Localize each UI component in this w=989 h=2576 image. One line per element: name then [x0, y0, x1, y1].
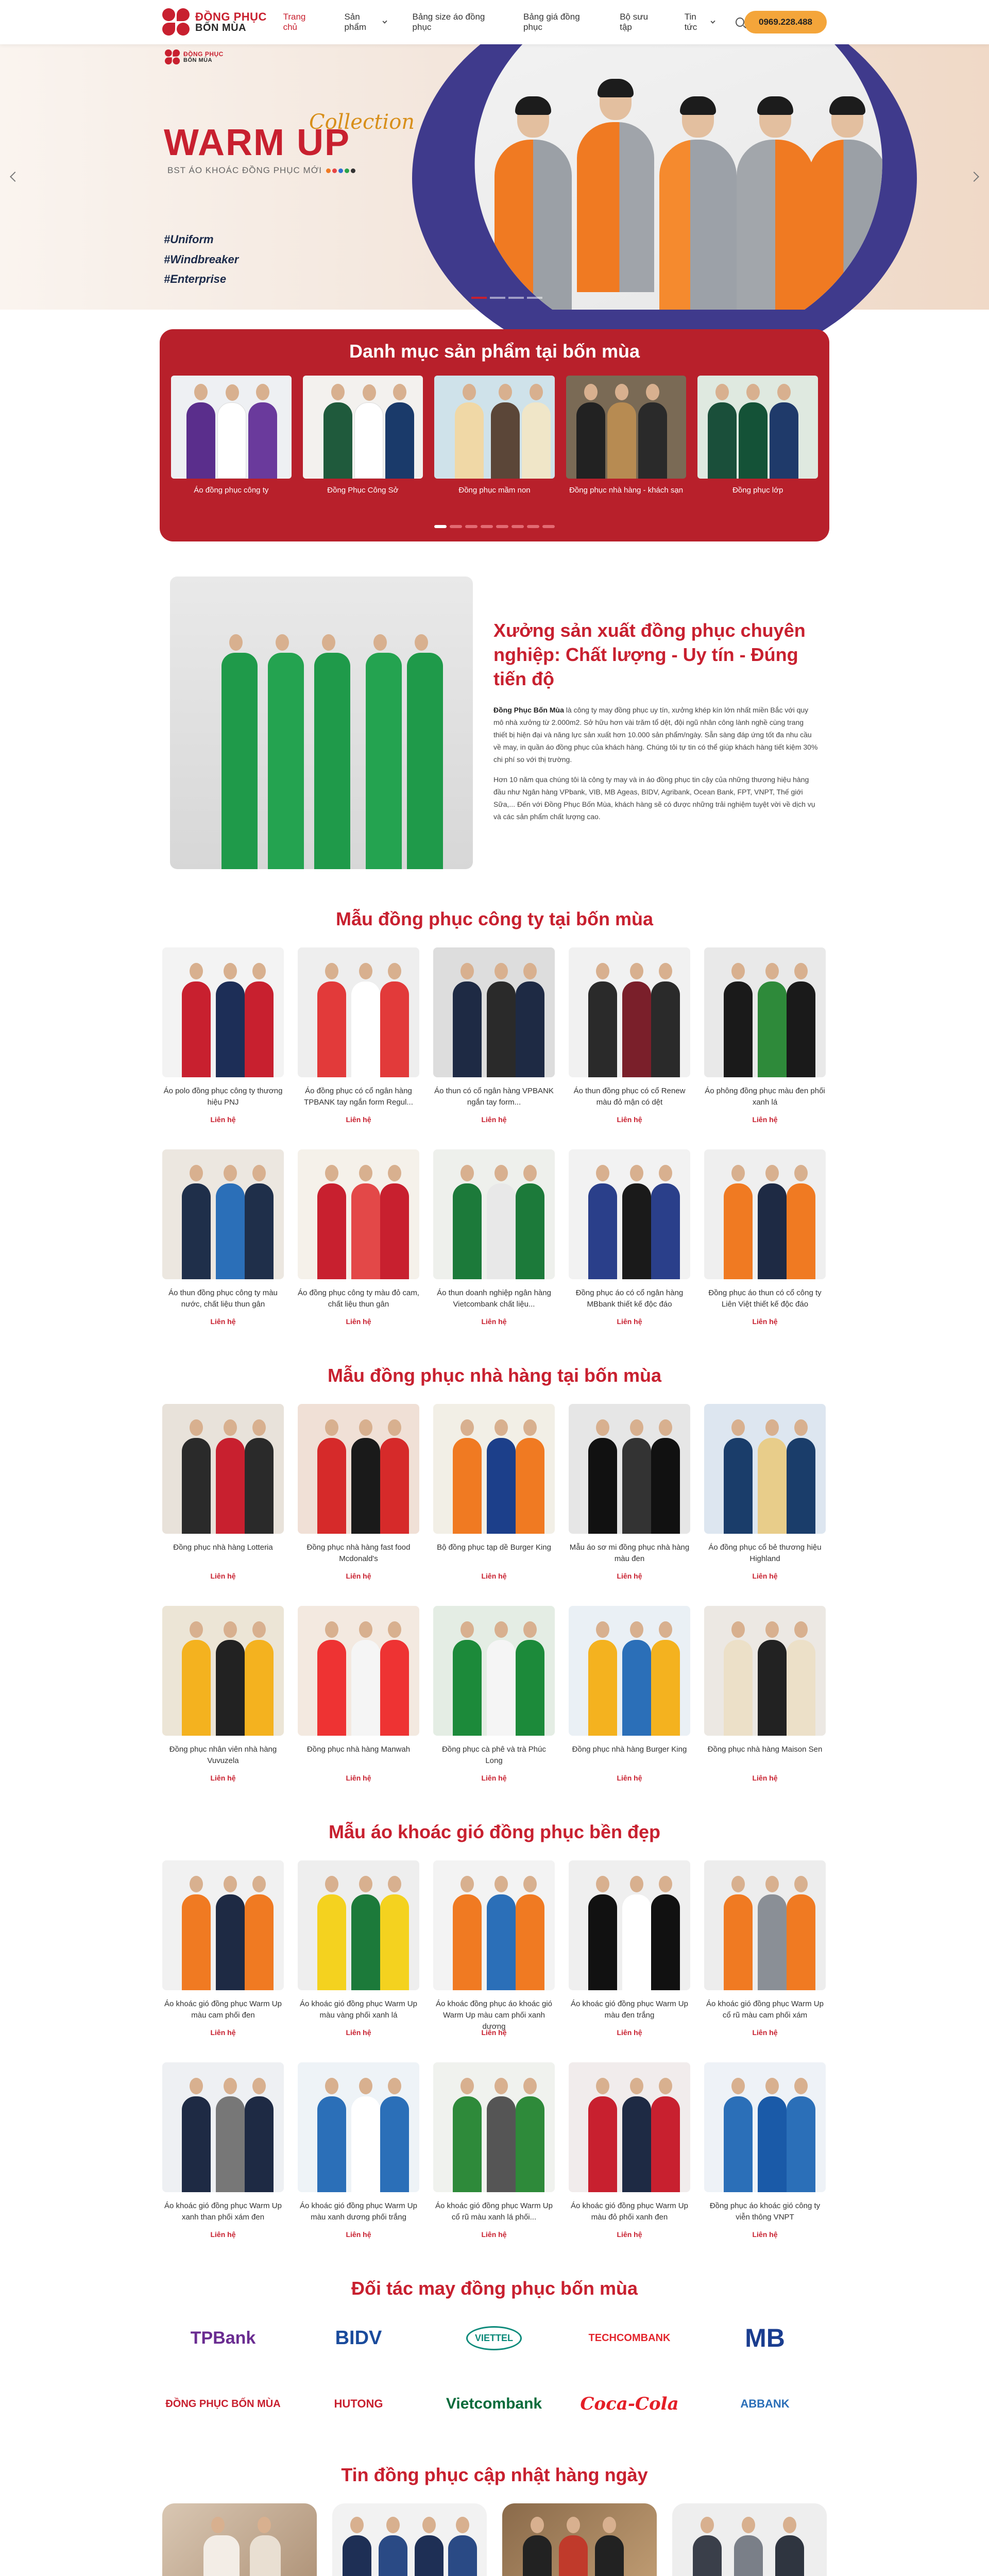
product-image[interactable] [569, 2062, 690, 2192]
category-title: Danh mục sản phẩm tại bốn mùa [349, 341, 640, 362]
partner-logo: TECHCOMBANK [588, 2332, 671, 2344]
product-card[interactable] [569, 1149, 690, 1326]
product-image[interactable] [569, 1149, 690, 1279]
product-card[interactable] [433, 1404, 555, 1580]
product-title[interactable]: Đồng phục nhân viên nhà hàng Vuvuzela [169, 1745, 277, 1765]
product-image[interactable] [433, 1149, 555, 1279]
product-title[interactable]: Đồng phục áo có cổ ngân hàng MBbank thiết kế độc đáo [575, 1289, 684, 1309]
hero-banner [0, 44, 989, 310]
product-title[interactable]: Đồng phục nhà hàng Manwah [306, 1745, 411, 1754]
contact-link[interactable]: Liên hệ [617, 1774, 642, 1782]
product-title[interactable]: Áo khoác gió đồng phục Warm Up xanh than phối xám đen [164, 2201, 282, 2222]
product-card[interactable] [298, 1149, 419, 1326]
product-card[interactable] [433, 2062, 555, 2239]
contact-link[interactable]: Liên hệ [752, 2230, 778, 2239]
product-title[interactable]: Áo phông đồng phục màu đen phối xanh lá [705, 1087, 825, 1107]
product-title[interactable]: Đồng phục nhà hàng Lotteria [173, 1543, 273, 1552]
contact-link[interactable]: Liên hệ [752, 1774, 778, 1782]
product-title[interactable]: Áo đồng phục cổ bẻ thương hiệu Highland [708, 1543, 822, 1563]
product-card[interactable] [298, 947, 419, 1124]
product-card[interactable] [162, 1606, 284, 1782]
news-card[interactable] [502, 2503, 657, 2576]
product-image[interactable] [433, 1606, 555, 1736]
product-image[interactable] [298, 2062, 419, 2192]
contact-link[interactable]: Liên hệ [617, 2230, 642, 2239]
product-image[interactable] [298, 1606, 419, 1736]
contact-link[interactable]: Liên hệ [481, 1774, 507, 1782]
hero-logo: ĐỒNG PHỤC BỐN MÙA [165, 49, 224, 65]
contact-link[interactable]: Liên hệ [346, 2028, 371, 2037]
category-section [160, 329, 829, 541]
contact-link[interactable]: Liên hệ [481, 1572, 507, 1580]
product-card[interactable] [162, 1404, 284, 1580]
hero-title: WARM UP [164, 122, 350, 163]
contact-link[interactable]: Liên hệ [210, 1774, 236, 1782]
product-grid [162, 1404, 827, 1782]
product-card[interactable] [298, 1404, 419, 1580]
product-title[interactable]: Đồng phục nhà hàng Maison Sen [707, 1745, 823, 1754]
product-title[interactable]: Áo khoác gió đồng phục Warm Up cổ rũ màu cam phối xám [706, 1999, 824, 2020]
partner-logo: BIDV [335, 2327, 382, 2349]
contact-link[interactable]: Liên hệ [481, 2230, 507, 2239]
product-image[interactable] [162, 2062, 284, 2192]
product-card[interactable] [569, 947, 690, 1124]
chevron-down-icon [383, 19, 388, 24]
product-title[interactable]: Đồng phục nhà hàng fast food Mcdonald's [306, 1543, 411, 1563]
product-image[interactable] [569, 1606, 690, 1736]
product-title[interactable]: Áo đồng phục công ty màu đỏ cam, chất liệu thun gân [298, 1289, 419, 1309]
contact-link[interactable]: Liên hệ [752, 1572, 778, 1580]
product-image[interactable] [162, 947, 284, 1077]
product-title[interactable]: Áo thun doanh nghiệp ngân hàng Vietcombank chất liệu... [437, 1289, 551, 1309]
news-card[interactable] [672, 2503, 827, 2576]
product-title[interactable]: Đồng phục áo khoác gió công ty viễn thông VNPT [709, 2201, 821, 2222]
news-grid [162, 2503, 827, 2576]
product-card[interactable] [433, 1860, 555, 2037]
contact-link[interactable]: Liên hệ [752, 1317, 778, 1326]
product-image[interactable] [298, 947, 419, 1077]
product-card[interactable] [569, 1606, 690, 1782]
contact-link[interactable]: Liên hệ [752, 2028, 778, 2037]
product-title[interactable]: Áo khoác gió đồng phục Warm Up màu đen trắng [571, 1999, 688, 2020]
contact-link[interactable]: Liên hệ [617, 1115, 642, 1124]
product-grid [162, 947, 827, 1326]
hero-photo [448, 44, 891, 310]
product-title[interactable]: Áo khoác gió đồng phục Warm Up màu xanh dương phối trắng [300, 2201, 417, 2222]
about-title: Xưởng sản xuất đồng phục chuyên nghiệp: Chất lượng - Uy tín - Đúng tiến độ [493, 620, 806, 689]
product-image[interactable] [704, 1606, 826, 1736]
product-image[interactable] [569, 1860, 690, 1990]
contact-link[interactable]: Liên hệ [346, 2230, 371, 2239]
section-title: Mẫu đồng phục nhà hàng tại bốn mùa [328, 1365, 661, 1386]
partner-logo: TPBank [190, 2328, 256, 2348]
partner-logo: ĐỒNG PHỤC BỐN MÙA [165, 2398, 281, 2410]
slider-pagination[interactable] [471, 297, 542, 299]
product-image[interactable] [298, 1149, 419, 1279]
contact-link[interactable]: Liên hệ [617, 1317, 642, 1326]
about-section [170, 577, 819, 869]
product-card[interactable] [433, 1606, 555, 1782]
nav-collection[interactable]: Bộ sưu tập [620, 12, 649, 32]
product-card[interactable] [569, 2062, 690, 2239]
hero-tags: #Uniform #Windbreaker #Enterprise [164, 233, 239, 285]
partners-title: Đối tác may đồng phục bốn mùa [351, 2278, 638, 2299]
product-image[interactable] [162, 1404, 284, 1534]
chevron-down-icon [711, 19, 716, 24]
slider-next-icon[interactable] [969, 172, 979, 182]
category-pagination[interactable] [160, 525, 829, 528]
partner-logo: VIETTEL [433, 2317, 555, 2359]
product-image[interactable] [433, 947, 555, 1077]
category-card[interactable]: Đồng Phục Công Sở [303, 376, 423, 496]
product-sections [0, 908, 989, 2239]
hotline-button[interactable]: 0969.228.488 [744, 11, 827, 33]
product-card[interactable] [704, 2062, 826, 2239]
product-image[interactable] [433, 2062, 555, 2192]
logo-icon [162, 8, 190, 36]
news-card[interactable] [162, 2503, 317, 2576]
product-image[interactable] [704, 2062, 826, 2192]
product-card[interactable] [704, 1404, 826, 1580]
about-paragraph: Hơn 10 năm qua chúng tôi là công ty may và in áo đồng phục tin cậy của những thương hiệu hàng đầu như Ngân hàng VPbank, VIB, MB Ageas, BIDV, Agribank, Ocean Bank, FPT, VNPT, Thế giới Sữa,... Đến với Đồng Phục Bốn Mùa, khách hàng sẽ có được những trải nghiệm tuyệt vời về dịch vụ và các sản phẩm chất lượng cao. [493, 775, 815, 821]
product-title[interactable]: Đồng phục cà phê và trà Phúc Long [442, 1745, 546, 1765]
product-image[interactable] [704, 1149, 826, 1279]
contact-link[interactable]: Liên hệ [346, 1774, 371, 1782]
hero-script: Collection [309, 110, 415, 134]
contact-link[interactable]: Liên hệ [210, 1317, 236, 1326]
contact-link[interactable]: Liên hệ [481, 1115, 507, 1124]
nav-price-list[interactable]: Bảng giá đồng phục [523, 12, 580, 32]
contact-link[interactable]: Liên hệ [210, 1572, 236, 1580]
product-title[interactable]: Áo thun đồng phục có cổ Renew màu đỏ mận có dệt [573, 1087, 686, 1107]
nav-size-chart[interactable]: Bảng size áo đồng phục [412, 12, 485, 32]
nav-products[interactable]: Sản phẩm [344, 12, 386, 32]
category-card[interactable]: Đồng phục nhà hàng - khách sạn [566, 376, 687, 496]
contact-link[interactable]: Liên hệ [346, 1115, 371, 1124]
about-photo [170, 577, 473, 869]
product-title[interactable]: Áo khoác gió đồng phục Warm Up cổ rũ màu xanh lá phối... [435, 2201, 553, 2222]
product-card[interactable] [433, 1149, 555, 1326]
product-grid [162, 1860, 827, 2239]
product-card[interactable] [298, 2062, 419, 2239]
news-title: Tin đồng phục cập nhật hàng ngày [341, 2464, 648, 2485]
product-image[interactable] [162, 1606, 284, 1736]
product-title[interactable]: Áo thun đồng phục công ty màu nước, chất liệu thun gân [168, 1289, 278, 1309]
product-title[interactable]: Áo khoác gió đồng phục Warm Up màu đỏ phối xanh đen [571, 2201, 688, 2222]
partner-logo: Coca-Cola [580, 2394, 679, 2414]
product-title[interactable]: Áo polo đồng phục công ty thương hiệu PNJ [163, 1087, 283, 1107]
contact-link[interactable]: Liên hệ [617, 2028, 642, 2037]
contact-link[interactable]: Liên hệ [617, 1572, 642, 1580]
product-card[interactable] [569, 1860, 690, 2037]
product-image[interactable] [704, 1860, 826, 1990]
logo-icon [165, 49, 174, 58]
product-title[interactable]: Áo thun có cổ ngân hàng VPBANK ngắn tay form... [434, 1087, 554, 1107]
product-image[interactable] [569, 947, 690, 1077]
partner-logo: ABBANK [740, 2397, 790, 2410]
nav-news[interactable]: Tin tức [685, 12, 715, 32]
product-card[interactable] [433, 947, 555, 1124]
product-image[interactable] [704, 947, 826, 1077]
site-header [0, 0, 989, 44]
hero-subtitle: BST ÁO KHOÁC ĐỒNG PHỤC MỚI [167, 165, 357, 176]
search-icon[interactable] [736, 18, 744, 27]
product-image[interactable] [433, 1404, 555, 1534]
category-card[interactable]: Áo đồng phục công ty [171, 376, 292, 496]
product-title[interactable]: Áo khoác đồng phục áo khoác gió Warm Up màu cam phối xanh dương [435, 1999, 552, 2031]
product-card[interactable] [162, 2062, 284, 2239]
category-card[interactable]: Đồng phục lớp [697, 376, 818, 496]
contact-link[interactable]: Liên hệ [752, 1115, 778, 1124]
product-image[interactable] [162, 1860, 284, 1990]
product-title[interactable]: Áo đồng phục có cổ ngân hàng TPBANK tay ngắn form Regul... [304, 1087, 413, 1107]
product-title[interactable]: Đồng phục nhà hàng Burger King [572, 1745, 687, 1754]
contact-link[interactable]: Liên hệ [210, 1115, 236, 1124]
contact-link[interactable]: Liên hệ [346, 1317, 371, 1326]
news-card[interactable] [332, 2503, 487, 2576]
logo-text-top: ĐỒNG PHỤC [195, 10, 267, 23]
contact-link[interactable]: Liên hệ [481, 1317, 507, 1326]
product-image[interactable] [704, 1404, 826, 1534]
section-title: Mẫu áo khoác gió đồng phục bền đẹp [328, 1821, 660, 1842]
contact-link[interactable]: Liên hệ [210, 2230, 236, 2239]
contact-link[interactable]: Liên hệ [481, 2028, 507, 2037]
product-card[interactable] [162, 947, 284, 1124]
product-card[interactable] [162, 1860, 284, 2037]
partners-grid [162, 2317, 827, 2425]
about-paragraph: Đồng Phục Bốn Mùa là công ty may đồng phục uy tín, xưởng khép kín lớn nhất miền Bắc với quy mô nhà xưởng từ 2.000m2. Sở hữu hơn vài trăm tổ dệt, đội ngũ nhân công lành nghề cùng trang thiết bị hiện đại và năng lực sản xuất hơn 10.000 sản phẩm/ngày. Sẵn sàng đáp ứng tốt đa nhu cầu về may, in quần áo đồng phục của khách hàng. Chúng tôi tự tin có thể giúp khách hàng tiết kiệm 30% chi phí so với thị trường. [493, 706, 818, 764]
product-title[interactable]: Áo khoác gió đồng phục Warm Up màu cam phối đen [164, 1999, 282, 2020]
product-image[interactable] [298, 1860, 419, 1990]
product-card[interactable] [704, 947, 826, 1124]
product-card[interactable] [298, 1860, 419, 2037]
product-title[interactable]: Mẫu áo sơ mi đồng phục nhà hàng màu đen [569, 1543, 690, 1563]
product-card[interactable] [704, 1860, 826, 2037]
product-card[interactable] [704, 1606, 826, 1782]
main-nav [283, 12, 715, 32]
product-title[interactable]: Áo khoác gió đồng phục Warm Up màu vàng phối xanh lá [300, 1999, 417, 2020]
product-title[interactable]: Bộ đồng phục tạp dề Burger King [437, 1543, 551, 1552]
color-dots-icon [326, 165, 357, 176]
partner-logo: Vietcombank [446, 2395, 542, 2412]
logo-text-bottom: BỐN MÙA [195, 22, 247, 34]
product-image[interactable] [569, 1404, 690, 1534]
product-card[interactable] [298, 1606, 419, 1782]
product-card[interactable] [704, 1149, 826, 1326]
partner-logo: HUTONG [334, 2397, 383, 2410]
contact-link[interactable]: Liên hệ [210, 2028, 236, 2037]
contact-link[interactable]: Liên hệ [346, 1572, 371, 1580]
slider-prev-icon[interactable] [10, 172, 20, 182]
product-card[interactable] [569, 1404, 690, 1580]
product-image[interactable] [433, 1860, 555, 1990]
category-card[interactable]: Đồng phục mầm non [434, 376, 555, 496]
product-image[interactable] [162, 1149, 284, 1279]
section-title: Mẫu đồng phục công ty tại bốn mùa [336, 908, 653, 929]
partner-logo: MB [745, 2324, 785, 2352]
nav-home[interactable]: Trang chủ [283, 12, 306, 32]
product-image[interactable] [298, 1404, 419, 1534]
product-title[interactable]: Đồng phục áo thun có cổ công ty Liên Việt thiết kế độc đáo [708, 1289, 822, 1309]
product-card[interactable] [162, 1149, 284, 1326]
site-logo[interactable] [162, 8, 273, 36]
